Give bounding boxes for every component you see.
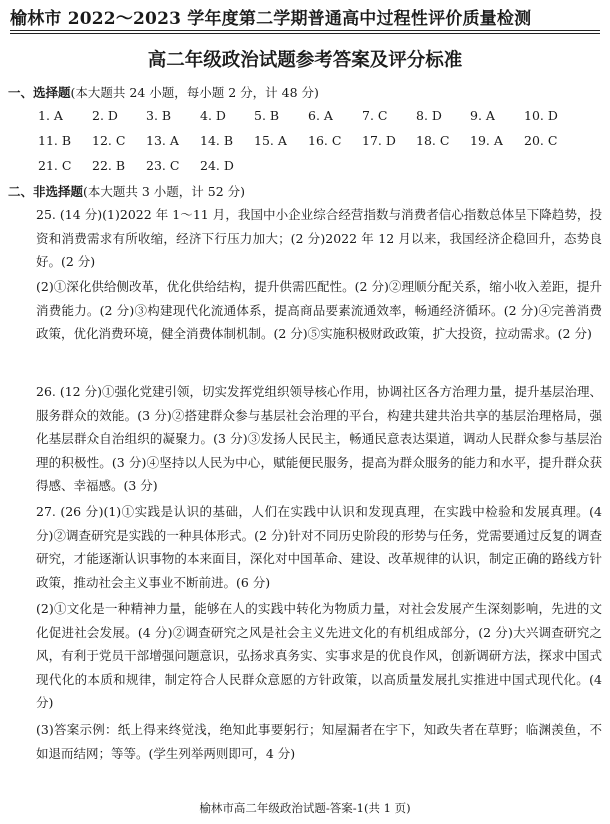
q25-part1: 25. (14 分)(1)2022 年 1～11 月，我国中小企业综合经营指数与消费者信心指数总体呈下降趋势，投资和消费需求有所收缩，经济下行压力加大；(2 分)2022 年 12 月以来，我国经济企稳回升，态势良好。(2 分) <box>36 207 602 270</box>
answer-item: 12. C <box>92 133 126 148</box>
answer-item: 15. A <box>254 133 287 148</box>
answer-item: 3. B <box>146 108 172 123</box>
answer-item: 13. A <box>146 133 179 148</box>
section-1-title: 一、选择题 <box>8 85 71 100</box>
q26-answer: 26. (12 分)①强化党建引领，切实发挥党组织领导核心作用，协调社区各方治理力量，提升基层治理、服务群众的效能。(3 分)②搭建群众参与基层社会治理的平台，构建共建共治共享的基层治理格局，强化基层群众自治组织的凝聚力。(3 分)③发扬人民民主，畅通民意表达渠道，调动人民群众参与基层治理的积极性。(3 分)④坚持以人民为中心，赋能便民服务，提高为群众服务的能力和水平，提升群众获得感、幸福感。(3 分) <box>36 384 602 494</box>
answer-row-2 <box>38 133 598 153</box>
page-title: 高二年级政治试题参考答案及评分标准 <box>147 50 463 71</box>
answer-item: 1. A <box>38 108 63 123</box>
answer-item: 5. B <box>254 108 280 123</box>
header-rule-thick <box>10 30 600 31</box>
answer-item: 9. A <box>470 108 495 123</box>
q27-part1: 27. (26 分)(1)①实践是认识的基础，人们在实践中认识和发现真理，在实践中检验和发展真理。(4 分)②调查研究是实践的一种具体形式。(2 分)针对不同历史阶段的形势与任务，党需要通过反复的调查研究，才能逐渐认识事物的本来面目，深化对中国革命、建设、改革规律的认识，制定正确的路线方针政策，推动社会主义事业不断前进。(6 分) <box>36 504 602 590</box>
answer-row-1 <box>38 108 598 128</box>
answer-row-3 <box>38 158 598 178</box>
answer-item: 21. C <box>38 158 72 173</box>
section-1-note: (本大题共 24 小题，每小题 2 分，计 48 分) <box>70 85 319 100</box>
q27-part2: (2)①文化是一种精神力量，能够在人的实践中转化为物质力量，对社会发展产生深刻影响，先进的文化促进社会发展。(4 分)②调查研究之风是社会主义先进文化的有机组成部分，(2 分)大兴调查研究之风，有利于党员干部增强问题意识，弘扬求真务实、实事求是的优良作风，创新调研方法，探求中国式现代化的本质和规律，制定符合人民群众意愿的方针政策，以高质量发展扎实推进中国式现代化。(4 分) <box>36 601 602 711</box>
answer-item: 7. C <box>362 108 388 123</box>
answer-item: 10. D <box>524 108 558 123</box>
q27-part3: (3)答案示例：纸上得来终觉浅，绝知此事要躬行；知屋漏者在宇下，知政失者在草野；临渊羡鱼，不如退而结网；等等。(学生列举两则即可，4 分) <box>36 722 602 761</box>
section-2-note: (本大题共 3 小题，计 52 分) <box>83 184 246 199</box>
section-2-heading <box>8 182 245 200</box>
exam-header: 榆林市 2022～2023 学年度第二学期普通高中过程性评价质量检测 <box>10 9 532 29</box>
section-2-title: 二、非选择题 <box>8 184 84 199</box>
answer-item: 2. D <box>92 108 118 123</box>
header-rule-thin <box>10 33 600 34</box>
answer-item: 22. B <box>92 158 126 173</box>
answer-item: 16. C <box>308 133 342 148</box>
answer-item: 11. B <box>38 133 72 148</box>
section-1-heading <box>8 83 319 101</box>
answer-item: 6. A <box>308 108 333 123</box>
answer-item: 20. C <box>524 133 558 148</box>
page-footer: 榆林市高二年级政治试题-答案-1(共 1 页) <box>199 801 411 815</box>
answer-item: 19. A <box>470 133 503 148</box>
answer-item: 4. D <box>200 108 226 123</box>
answer-item: 14. B <box>200 133 234 148</box>
answer-item: 23. C <box>146 158 180 173</box>
answer-item: 24. D <box>200 158 234 173</box>
answer-item: 17. D <box>362 133 396 148</box>
answer-item: 18. C <box>416 133 450 148</box>
answer-item: 8. D <box>416 108 442 123</box>
q25-part2: (2)①深化供给侧改革，优化供给结构，提升供需匹配性。(2 分)②理顺分配关系，缩小收入差距，提升消费能力。(2 分)③构建现代化流通体系，提高商品要素流通效率，畅通经济循环。(2 分)④完善消费政策，优化消费环境，健全消费体制机制。(2 分)⑤实施积极财政政策，扩大投资，拉动需求。(2 分) <box>36 279 602 342</box>
